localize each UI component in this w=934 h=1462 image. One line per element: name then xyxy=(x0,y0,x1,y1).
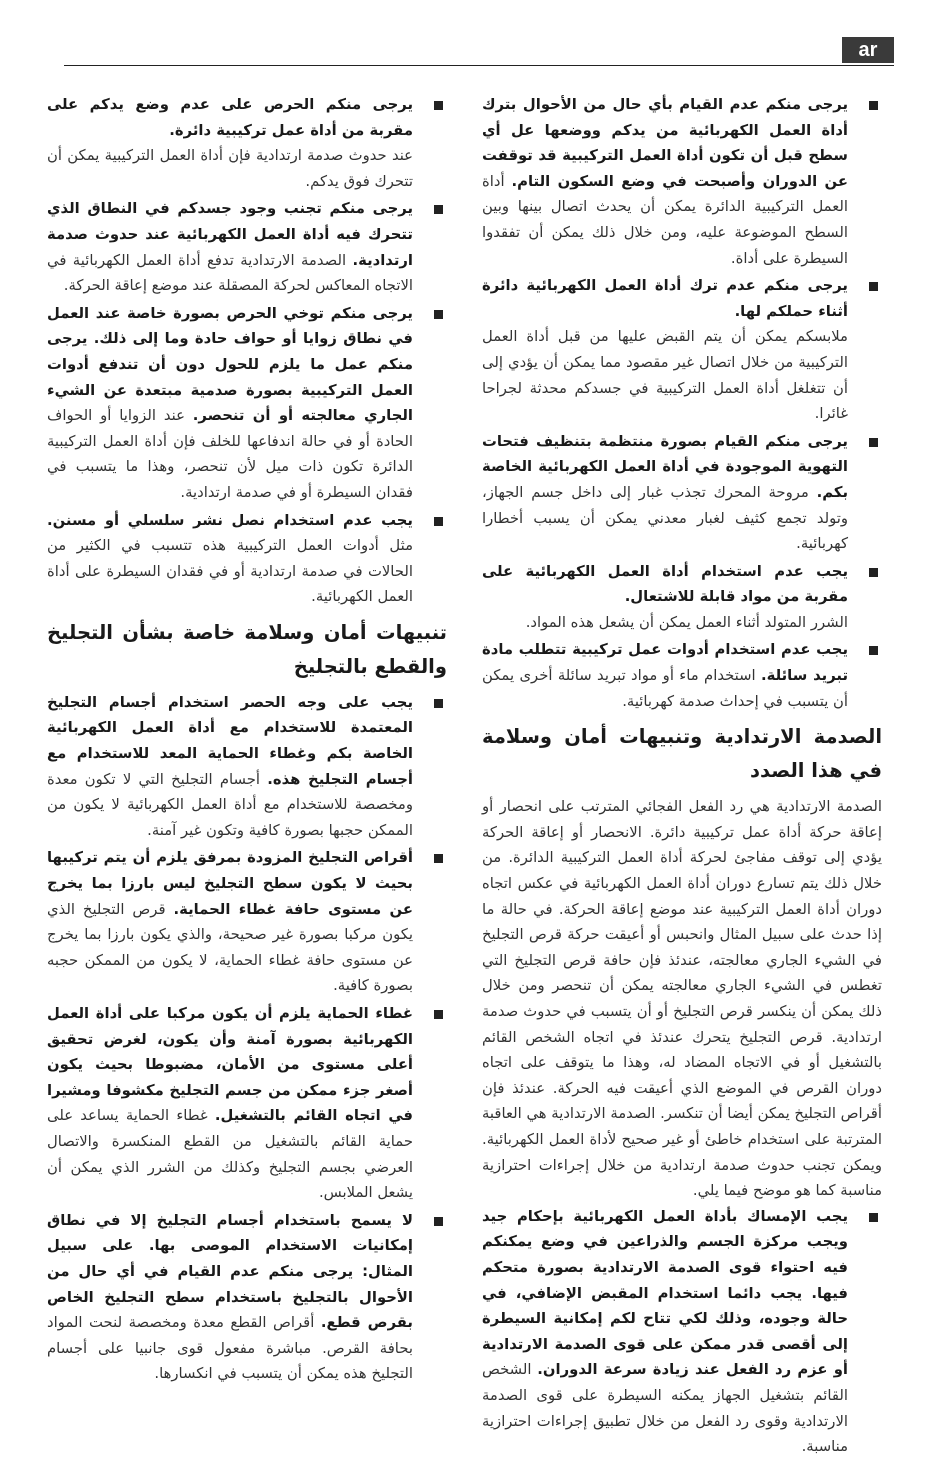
square-bullet-icon xyxy=(434,1217,443,1226)
square-bullet-icon xyxy=(434,1010,443,1019)
safety-item xyxy=(47,196,447,298)
item-body: الشخص القائم بتشغيل الجهاز يمكنه السيطرة على قوى الصدمة الارتدادية وقوى رد الفعل من خلال تطبيق إجراءات احترازية مناسبة. xyxy=(482,1361,848,1456)
right-column xyxy=(482,92,882,1462)
square-bullet-icon xyxy=(869,282,878,291)
item-body: ملابسكم يمكن أن يتم القبض عليها من قبل أداة العمل التركيبية من خلال اتصال غير مقصود مما يمكن أن يؤدي إلى أن تتغلغل أداة العمل التركيبية في جسدكم محدثة لجراحا غائرا. xyxy=(482,328,848,423)
section-paragraph: الصدمة الارتدادية هي رد الفعل الفجائي المترتب على انحصار أو إعاقة حركة أداة عمل تركيبية دائرة. الانحصار أو إعاقة الحركة يؤدي إلى توقف مفاجئ لحركة أداة العمل التركيبية الدائرة. من خلال ذلك يتم تسارع دوران أداة العمل الكهربائية في عكس اتجاه دوران أداة العمل التركيبية عند موضع إعاقة الحركة. في حالة ما إذا حدث على سبيل المثال وانحبس أو أعيقت حركة قرص التجليخ في الشيء الجاري معالجته، عندئذ فإن حافة قرص التجليخ التي تغطس في الشيء الجاري معالجته يمكن أن تنحصر ومن خلال ذلك يمكن أن ينكسر قرص التجليخ أو أن يتسبب في حدوث صدمة ارتدادية. قرص التجليخ يتحرك عندئذ في اتجاه الشخص القائم بالتشغيل أو في الاتجاه المضاد له، وهذا ما يتوقف على اتجاه دوران القرص في الموضع الذي أعيقت فيه الحركة. عندئذ فإن أقراص التجليخ يمكن أيضا أن تنكسر. الصدمة الارتدادية هي العاقبة المترتبة على استخدام خاطئ أو غير صحيح لأداة العمل الكهربائية. ويمكن تجنب حدوث صدمة ارتدادية من خلال إجراءات احترازية مناسبة كما هو موضح فيما يلي. xyxy=(482,798,882,1200)
item-body: الصدمة الارتدادية تدفع أداة العمل الكهربائية في الاتجاه المعاكس لحركة المصقلة عند موضع إعاقة الحركة. xyxy=(47,251,413,295)
item-body: قرص التجليخ الذي يكون مركبا بصورة غير صحيحة، والذي يكون بارزا بما يخرج عن مستوى حافة غطاء الحماية، لا يكون من الممكن حجبه بصورة كافية. xyxy=(47,900,413,995)
header-divider xyxy=(64,65,894,66)
item-lead: يجب على وجه الحصر استخدام أجسام التجليخ المعتمدة للاستخدام مع أداة العمل الكهربائية الخاصة بكم وغطاء الحماية المعد للاستخدام مع أجسام التجليخ هذه. xyxy=(47,693,413,788)
section-heading: تنبيهات أمان وسلامة خاصة بشأن التجليخ والقطع بالتجليخ xyxy=(47,620,447,678)
square-bullet-icon xyxy=(434,517,443,526)
safety-item xyxy=(482,1204,882,1460)
left-column xyxy=(47,92,447,1389)
item-lead: يرجى منكم عدم ترك أداة العمل الكهربائية دائرة أثناء حملكم لها. xyxy=(482,277,848,320)
item-body: عند حدوث صدمة ارتدادية فإن أداة العمل التركيبية يمكن أن تتحرك فوق يدكم. xyxy=(47,147,413,190)
square-bullet-icon xyxy=(869,438,878,447)
square-bullet-icon xyxy=(434,699,443,708)
item-body: الشرر المتولد أثناء العمل يمكن أن يشعل هذه المواد. xyxy=(525,613,848,631)
square-bullet-icon xyxy=(434,854,443,863)
safety-item xyxy=(47,845,447,999)
item-body: عند الزوايا أو الحواف الحادة أو في حالة اندفاعها للخلف فإن أداة العمل التركيبية الدائرة تكون ذات ميل لأن تنحصر، وهذا ما يتسبب في فقدان السيطرة أو في صدمة ارتدادية. xyxy=(47,407,413,501)
safety-item xyxy=(47,1208,447,1387)
language-badge: ar xyxy=(842,37,894,63)
safety-item xyxy=(47,301,447,506)
square-bullet-icon xyxy=(869,101,878,110)
item-body: أقراص القطع معدة ومخصصة لنحت المواد بحافة القرص. مباشرة مفعول قوى جانبيا على أجسام التجليخ هذه يمكن أن يتسبب في انكسارها. xyxy=(47,1314,413,1383)
safety-item xyxy=(482,637,882,714)
item-body: أداة العمل التركيبية الدائرة يمكن أن يحدث اتصال بينها وبين السطح الموضوعة عليه، ومن خلال ذلك يمكن أن تفقدوا السيطرة على أداة. xyxy=(482,172,848,267)
item-lead: يرجى منكم الحرص على عدم وضع يدكم على مقربة من أداة عمل تركيبية دائرة. xyxy=(47,96,413,139)
safety-item xyxy=(47,1001,447,1206)
safety-item xyxy=(47,92,447,194)
item-lead: لا يسمح باستخدام أجسام التجليخ إلا في نطاق إمكانيات الاستخدام الموصى بها. على سبيل المثال: يرجى منكم عدم القيام في أي حال من الأحوال بالتجليخ باستخدام سطح التجليخ الخاص بقرص قطع. xyxy=(47,1211,413,1332)
item-body: استخدام ماء أو مواد تبريد سائلة أخرى يمكن أن يتسبب في إحداث صدمة كهربائية. xyxy=(482,667,848,710)
safety-item xyxy=(482,559,882,636)
square-bullet-icon xyxy=(869,568,878,577)
item-lead: يجب عدم استخدام أداة العمل الكهربائية على مقربة من مواد قابلة للاشتعال. xyxy=(482,562,848,606)
safety-item xyxy=(47,508,447,610)
item-lead: يرجى منكم توخي الحرص بصورة خاصة عند العمل في نطاق زوايا أو حواف حادة وما إلى ذلك. يرجى منكم عمل ما يلزم للحول دون أن تندفع أدوات العمل التركيبية بصورة صدمية مبتعدة عن الشيء الجاري معالجته أو أن تنحصر. xyxy=(47,304,413,425)
item-body: مثل أدوات العمل التركيبية هذه تتسبب في الكثير من الحالات في صدمة ارتدادية أو في فقدان السيطرة على أداة العمل الكهربائية. xyxy=(47,537,413,606)
square-bullet-icon xyxy=(869,1213,878,1222)
item-body: مروحة المحرك تجذب غبار إلى داخل جسم الجهاز، وتولد تجمع كثيف لغبار معدني يمكن أن يسبب أخطارا كهربائية. xyxy=(482,483,848,553)
item-lead: يجب عدم استخدام نصل نشر سلسلي أو مسنن. xyxy=(47,511,413,529)
item-lead: أقراص التجليخ المزودة بمرفق يلزم أن يتم تركيبها بحيث لا يكون سطح التجليخ ليس بارزا بما يخرج عن مستوى حافة غطاء الحماية. xyxy=(47,849,413,918)
item-body: أجسام التجليخ التي لا تكون معدة ومخصصة للاستخدام مع أداة العمل الكهربائية لا يكون من الممكن حجبها بصورة كافية وتكون غير آمنة. xyxy=(47,770,413,839)
item-lead: يرجى منكم القيام بصورة منتظمة بتنظيف فتحات التهوية الموجودة في أداة العمل الكهربائية الخاصة بكم. xyxy=(482,432,848,501)
item-lead: يجب الإمساك بأداة العمل الكهربائية بإحكام جيد ويجب مركزة الجسم والذراعين في وضع يمكنكم فيه احتواء قوى الصدمة الارتدادية بصورة متحكم فيها. يجب دائما استخدام المقبض الإضافي، في حالة وجوده، وذلك لكي تتاح لكم إمكانية السيطرة إلى أقصى قدر ممكن على قوى الصدمة الارتدادية أو عزم رد الفعل عند زيادة سرعة الدوران. xyxy=(482,1207,848,1379)
section-heading: الصدمة الارتدادية وتنبيهات أمان وسلامة في هذا الصدد xyxy=(482,725,882,783)
item-lead: غطاء الحماية يلزم أن يكون مركبا على أداة العمل الكهربائية بصورة آمنة وأن يكون، لغرض تحقيق أعلى مستوى من الأمان، مضبوطا بحيث يكون أصغر جزء ممكن من جسم التجليخ مكشوفا ومشيرا في اتجاه القائم بالتشغيل. xyxy=(47,1005,413,1125)
item-lead: يجب عدم استخدام أدوات عمل تركيبية تتطلب مادة تبريد سائلة. xyxy=(482,641,848,685)
square-bullet-icon xyxy=(434,101,443,110)
safety-item xyxy=(47,690,447,844)
square-bullet-icon xyxy=(434,310,443,319)
item-lead: يرجى منكم عدم القيام بأي حال من الأحوال بترك أداة العمل الكهربائية من يدكم ووضعها عل أي سطح قبل أن تكون أداة العمل التركيبية قد توقفت عن الدوران وأصبحت في وضع السكون التام. xyxy=(482,96,848,190)
square-bullet-icon xyxy=(869,646,878,655)
square-bullet-icon xyxy=(434,205,443,214)
item-body: غطاء الحماية يساعد على حماية القائم بالتشغيل من القطع المنكسرة والاتصال العرضي بجسم التجليخ وكذلك من الشرر الذي يمكن أن يشعل الملابس. xyxy=(47,1107,413,1202)
safety-item xyxy=(482,273,882,427)
safety-item xyxy=(482,92,882,271)
safety-item xyxy=(482,429,882,557)
item-lead: يرجى منكم تجنب وجود جسدكم في النطاق الذي تتحرك فيه أداة العمل الكهربائية عند حدوث صدمة ارتدادية. xyxy=(47,200,413,269)
